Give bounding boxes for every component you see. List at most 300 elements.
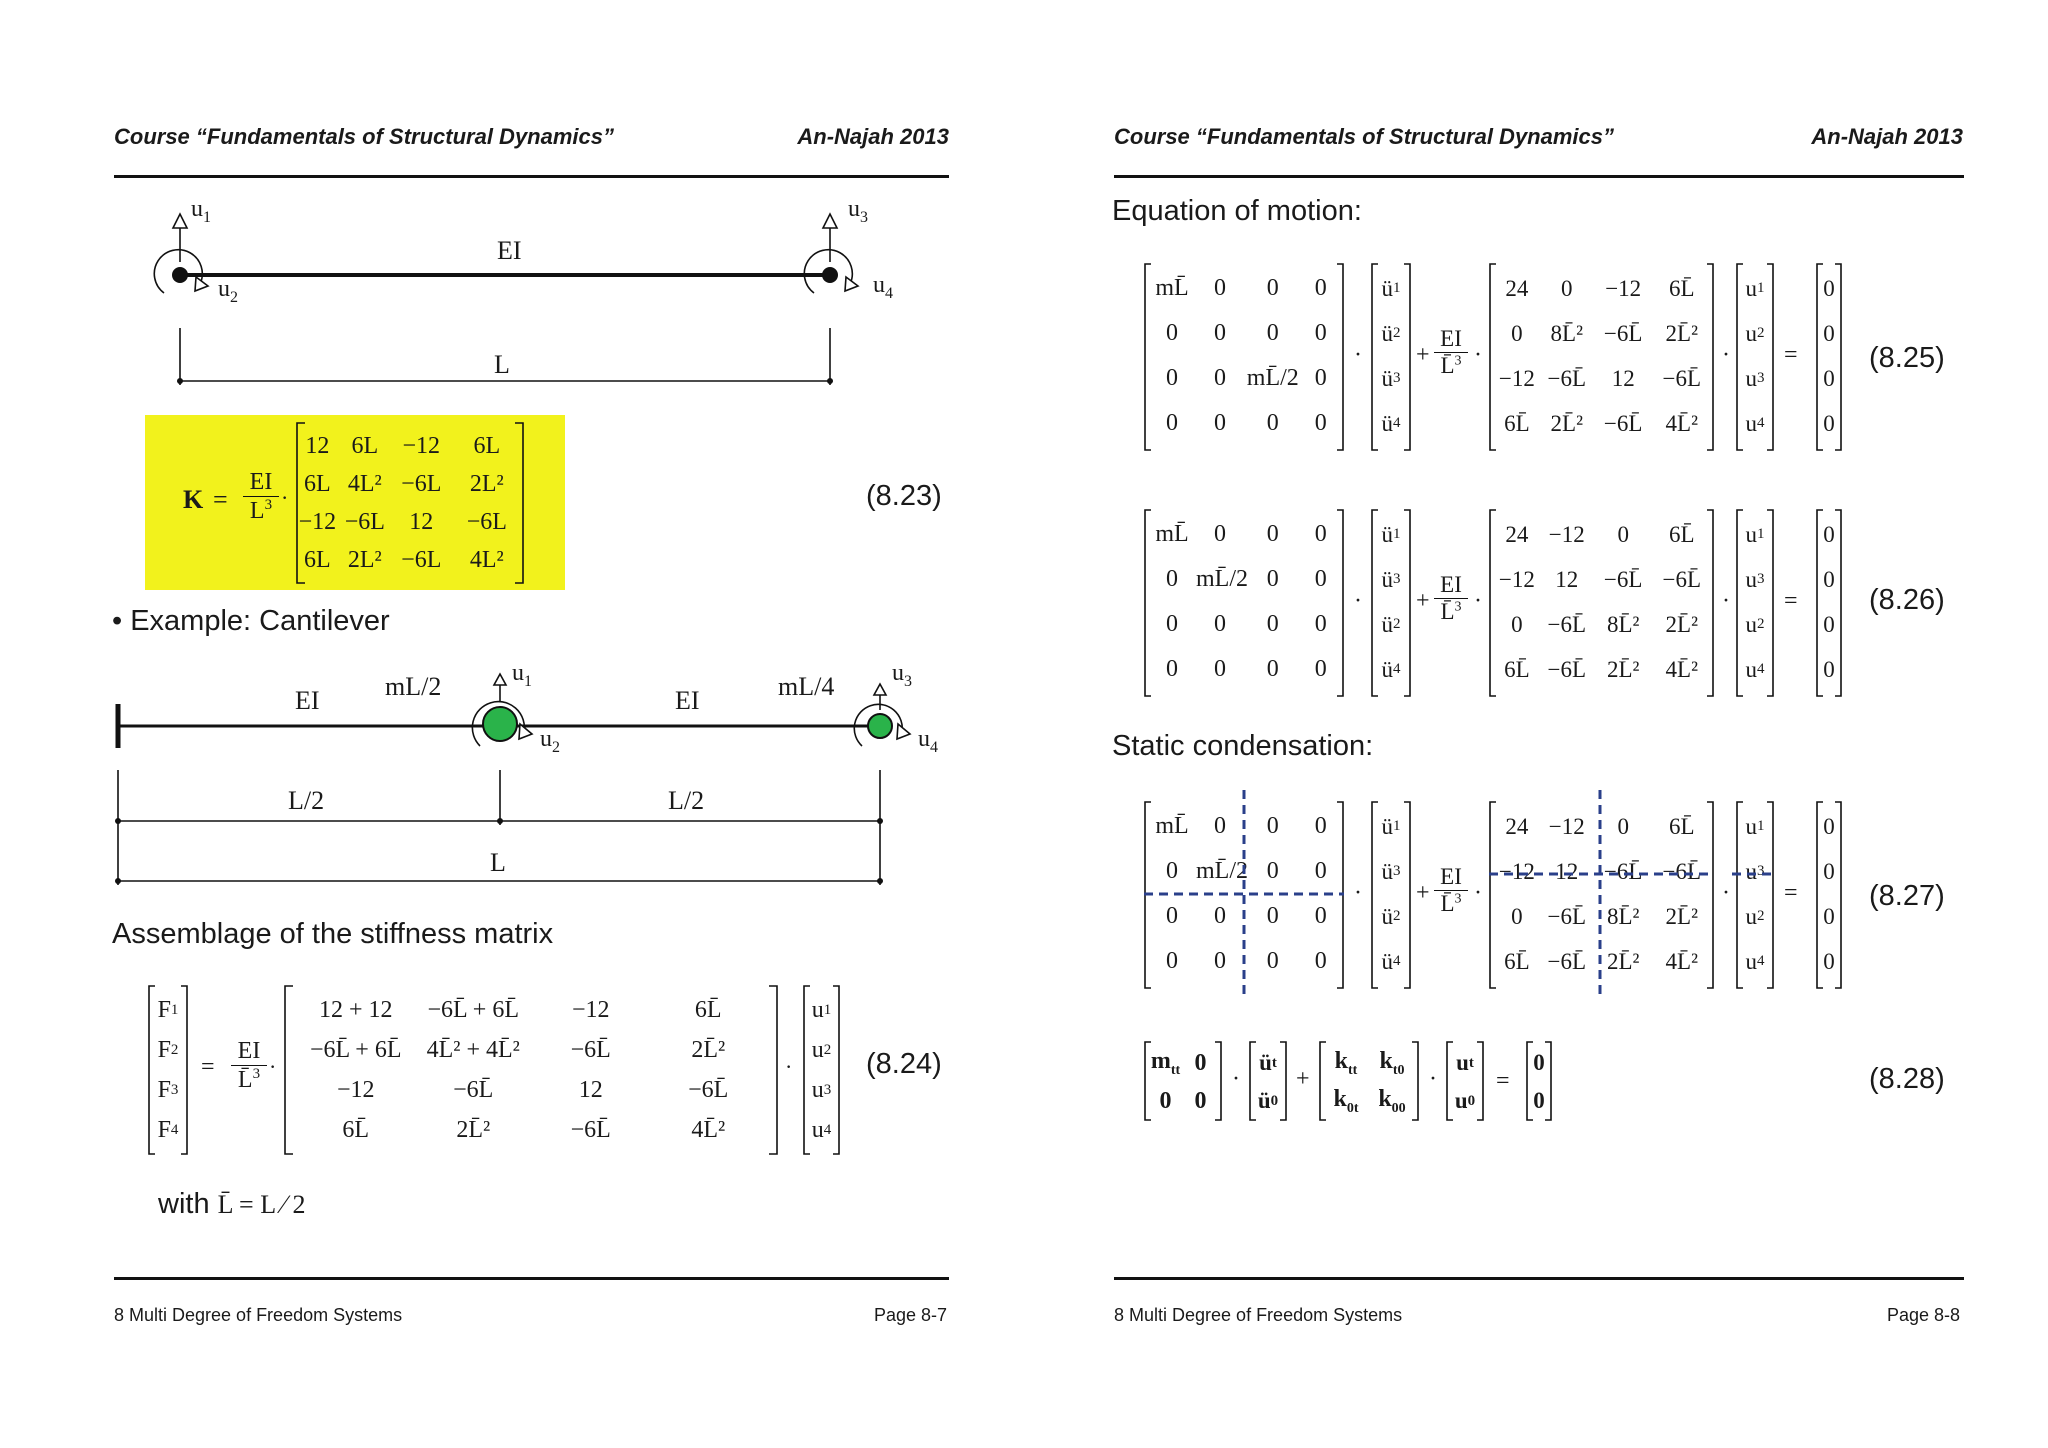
matrix-row [1323,1082,1415,1120]
matrix-cell: 6L̄ [1668,521,1695,547]
matrix-cell: −6L̄ [1547,903,1587,929]
plus-operator: + [1296,1066,1310,1092]
acceleration-partition-content [1253,1044,1283,1120]
force-vector [149,990,187,1150]
vector-symbol: ü [1381,521,1393,547]
matrix-cell: 0 [1561,275,1573,301]
eq-8-28 [1144,1040,1644,1130]
vector-symbol: u [1745,320,1757,346]
matrix-cell: 24 [1505,521,1529,547]
dot-operator: · [1429,1066,1437,1092]
partition-lines [1144,790,1894,1000]
matrix-cell: 12 [305,432,330,459]
fraction-base: L̄ [1440,891,1455,916]
vector-symbol: ü [1381,858,1393,884]
matrix-cell: 4L² [469,546,504,573]
matrix-cell: −6L̄ [1603,410,1643,436]
matrix-row [1493,401,1710,446]
matrix-cell: 2L² [469,470,504,497]
matrix-cell: 0 [1314,566,1327,592]
eq-8-27 [1144,800,1894,1000]
dot-operator: · [269,1054,277,1079]
matrix-cell: 0 [1266,566,1279,592]
dot-operator: · [785,1054,793,1079]
matrix-cell: 0 [1166,903,1178,929]
matrix-cell: −6L̄ [1603,320,1643,346]
matrix-cell: −6L̄ [570,1036,611,1063]
acceleration-vector-content [1375,512,1407,692]
matrix-cell: 12 + 12 [318,996,393,1023]
matrix-cell: 0 [1214,903,1226,929]
mass-label-1: mL/2 [385,672,442,701]
vector-subscript: 2 [1393,908,1401,924]
fraction-exponent: 3 [1454,891,1462,907]
vector-subscript: t [1271,1054,1277,1071]
vector-entry [1375,647,1407,692]
matrix-cell: 6L [351,432,379,459]
acceleration-vector [1371,508,1411,698]
stiffness-matrix [1489,262,1714,452]
matrix-cell: 24 [1505,275,1529,301]
matrix-subscript: tt [1348,1062,1358,1078]
zero-partition-content [1530,1044,1548,1120]
matrix-row [297,990,767,1030]
vector-entry [1820,647,1838,692]
vector-subscript: 1 [1757,818,1765,834]
matrix-cell: 0 [1314,275,1327,301]
dot-operator: · [281,485,289,510]
matrix-row [1493,512,1710,557]
matrix-cell: 6L̄ [1668,813,1695,839]
plus-operator: + [1416,588,1430,614]
vector-symbol: u [1745,656,1757,682]
acceleration-vector-content [1375,266,1407,446]
matrix-cell: −12 [298,508,337,535]
vector-symbol: 0 [1823,611,1835,637]
matrix-subscript: 00 [1391,1100,1406,1116]
vector-subscript: 2 [823,1041,832,1058]
vector-entry [1820,512,1838,557]
vector-entry [149,1110,187,1150]
matrix-row [1493,557,1710,602]
eq-sign: = [213,485,228,514]
vector-subscript: 4 [1393,953,1401,969]
matrix-cell: 12 [1611,365,1635,391]
matrix-cell: −12 [1548,813,1585,839]
footer-chapter: 8 Multi Degree of Freedom Systems [114,1305,403,1325]
matrix-cell: −6L [466,508,507,535]
vector-symbol: ü [1381,948,1393,974]
matrix-cell: 2L̄² [1665,320,1698,346]
vector-subscript: 4 [170,1121,179,1138]
matrix-cell: −6L̄ [1547,948,1587,974]
matrix-subscript: t0 [1392,1062,1405,1078]
matrix-cell: −6L̄ [1603,858,1643,884]
matrix-symbol: k [1334,1047,1349,1074]
matrix-cell: 0 [1214,656,1226,682]
matrix-cell: 6L [304,470,331,497]
matrix-cell [1369,1048,1415,1079]
vector-subscript: 2 [170,1041,179,1058]
matrix-cell: 4L² [347,470,382,497]
matrix-cell: 0 [1266,948,1279,974]
matrix-row [1148,557,1340,602]
matrix-cell: −6L̄ [1547,656,1587,682]
ei-over-l3: EI $L^3$ [243,469,279,525]
vector-subscript: 3 [170,1081,179,1098]
header-right: An-Najah 2013 [797,124,949,149]
vector-symbol: 0 [1823,813,1835,839]
matrix-cell: 6L̄ [1504,656,1530,682]
cant-u4: $u_4$ [918,726,938,756]
vector-entry [1740,266,1770,311]
dot-operator: · [1474,342,1482,368]
matrix-cell: 0 [1266,410,1279,436]
vector-entry [1740,401,1770,446]
vector-symbol: ü [1381,275,1393,301]
vector-entry [149,990,187,1030]
eq-number-8-28: (8.28) [1869,1063,1945,1095]
page-right [1024,0,2048,1448]
mass-label-2: mL/4 [778,672,835,701]
zero-vector-content [1820,512,1838,692]
matrix-cell: 0 [1314,611,1327,637]
footer-rule [1114,1277,1964,1280]
displacement-vector-content [1740,266,1770,446]
vector-subscript: 1 [1393,280,1401,296]
equals-operator: = [1784,588,1798,614]
vector-subscript: 4 [1393,661,1401,677]
matrix-cell: 0 [1617,521,1629,547]
matrix-cell: 2L̄² [456,1116,491,1143]
matrix-row [297,1070,767,1110]
eq-number-8-24: (8.24) [866,1048,942,1080]
vector-symbol: F [157,996,171,1023]
matrix-subscript: 0t [1346,1100,1359,1116]
displacement-vector [1736,262,1774,452]
matrix-cell: −12 [1605,275,1642,301]
matrix-row [1493,311,1710,356]
vector-subscript: 4 [1393,415,1401,431]
matrix-cell [1183,1088,1218,1115]
matrix-cell: 2L̄² [1665,611,1698,637]
matrix-cell: 0 [1166,320,1178,346]
matrix-cell: −12 [402,432,441,459]
matrix-cell: 8L̄² [1606,611,1640,637]
beam-length-label: L [494,350,510,379]
vector-subscript: 2 [1757,908,1765,924]
static-condensation-title: Static condensation: [1112,730,1374,762]
eq-number-8-26: (8.26) [1869,584,1945,616]
vector-symbol: ü [1257,1088,1271,1113]
matrix-cell: 0 [1314,813,1327,839]
vector-symbol: 0 [1533,1050,1545,1075]
matrix-cell: 0 [1314,656,1327,682]
matrix-cell: 2L̄² [1606,656,1640,682]
vector-symbol: u [811,1116,824,1143]
vector-subscript: 0 [1270,1092,1279,1109]
header-right: An-Najah 2013 [1811,124,1963,149]
matrix-row [1148,1082,1218,1120]
matrix-cell: −6L̄ [688,1076,729,1103]
vector-symbol: ü [1381,566,1393,592]
matrix-cell: 0 [1617,813,1629,839]
acceleration-vector [1371,262,1411,452]
vector-entry [1375,512,1407,557]
matrix-row [1148,602,1340,647]
vector-symbol: 0 [1823,320,1835,346]
matrix-cell: 24 [1505,813,1529,839]
dot-operator: · [1354,880,1362,906]
matrix-subscript: tt [1170,1062,1181,1078]
total-length: L [490,848,506,877]
plus-operator: + [1416,880,1430,906]
matrix-cell: 6L̄ [342,1116,370,1143]
vector-subscript: 1 [1393,818,1401,834]
matrix-cell: 2L̄² [1665,903,1698,929]
vector-entry [1375,311,1407,356]
zero-vector [1816,262,1842,452]
matrix-symbol: 0 [1194,1049,1207,1076]
matrix-cell: 6L̄ [694,996,722,1023]
vector-subscript: 4 [1757,953,1765,969]
assemblage-title: Assemblage of the stiffness matrix [112,918,554,950]
matrix-cell: −12 [1548,521,1585,547]
matrix-row [1148,1044,1218,1082]
matrix-cell: 8L̄² [1550,320,1583,346]
matrix-row [1493,266,1710,311]
vector-symbol: u [1745,858,1757,884]
matrix-cell: 0 [1266,275,1279,301]
eq-number-8-25: (8.25) [1869,342,1945,374]
matrix-symbol: m [1150,1047,1171,1074]
vector-subscript: 3 [1757,571,1765,587]
vector-entry [1375,557,1407,602]
matrix-cell: mL̄/2 [1196,858,1248,884]
vector-symbol: u [1745,813,1757,839]
vector-symbol: ü [1381,611,1393,637]
cant-u3: $u_3$ [892,660,912,690]
footer-page-number: Page 8-8 [1886,1305,1960,1325]
matrix-row [1493,602,1710,647]
vector-subscript: 1 [1757,280,1765,296]
matrix-cell: 4L̄² [1665,656,1698,682]
vector-entry [1820,557,1838,602]
stiffness-partition-matrix-content [1323,1044,1415,1120]
header-title: Course “Fundamentals of Structural Dynamics” [1114,124,1614,149]
displacement-vector-content [1740,512,1770,692]
matrix-cell: 0 [1314,410,1327,436]
matrix-cell: 4L̄² + 4L̄² [426,1036,520,1063]
vector-subscript: 2 [1393,325,1401,341]
matrix-cell: 0 [1166,858,1178,884]
vector-entry [1820,356,1838,401]
vector-symbol: u [1745,410,1757,436]
matrix-cell: 12 [1555,858,1579,884]
matrix-cell: 4L̄² [691,1116,726,1143]
equals-operator: = [1496,1068,1510,1094]
matrix-cell: −12 [571,996,610,1023]
matrix-cell: 2L̄² [1550,410,1583,436]
zero-vector [1816,508,1842,698]
vector-entry [149,1030,187,1070]
matrix-cell: mL̄ [1155,521,1189,547]
fraction-denominator [1434,599,1468,625]
vector-entry [1740,557,1770,602]
eq-number-8-23: (8.23) [866,480,942,512]
mass-matrix [1144,508,1344,698]
vector-subscript: 2 [1757,325,1765,341]
matrix-cell: 0 [1166,611,1178,637]
matrix-cell: 0 [1314,858,1327,884]
matrix-cell: 0 [1166,948,1178,974]
matrix-symbol: 0 [1194,1087,1207,1114]
cant-u1: $u_1$ [512,660,532,690]
vector-entry [1253,1044,1283,1082]
matrix-cell: mL̄ [1155,275,1189,301]
footer-chapter: 8 Multi Degree of Freedom Systems [1114,1305,1403,1325]
matrix-cell: −12 [1498,365,1535,391]
fraction-exponent: 3 [1454,353,1462,369]
matrix-cell: 0 [1511,320,1523,346]
mass-partition-matrix [1144,1040,1222,1122]
matrix-cell [1323,1048,1369,1079]
vector-subscript: 3 [823,1081,832,1098]
vector-symbol: 0 [1823,948,1835,974]
with-text: with L̄ = L ⁄ 2 [158,1188,306,1220]
ei-over-lbar3: EI L̄$^3$ [231,1038,267,1094]
mass-partition-matrix-content [1148,1044,1218,1120]
matrix-cell: mL̄/2 [1196,566,1248,592]
vector-entry [1820,401,1838,446]
matrix-cell: 0 [1214,275,1226,301]
vector-subscript: 3 [1393,863,1401,879]
dot-operator: · [1474,880,1482,906]
matrix-cell: 4L̄² [1665,410,1698,436]
matrix-cell: −6L̄ [1662,566,1702,592]
stiffness-matrix [297,990,767,1150]
matrix-cell: 0 [1214,813,1226,839]
beam-u4-label: $u_4$ [873,272,893,302]
matrix-cell: 0 [1314,903,1327,929]
vector-symbol: u [1745,566,1757,592]
cant-u2: $u_2$ [540,726,560,756]
zero-vector-content [1820,266,1838,446]
matrix-symbol: 0 [1159,1087,1172,1114]
vector-subscript: 2 [1393,616,1401,632]
vector-symbol: u [1745,521,1757,547]
vector-symbol: u [1745,365,1757,391]
vector-symbol: u [1454,1088,1468,1113]
matrix-cell: 0 [1214,948,1226,974]
matrix-cell: 0 [1314,948,1327,974]
matrix-cell: −6L̄ + 6L̄ [427,996,519,1023]
vector-symbol: 0 [1823,275,1835,301]
matrix-row [297,1030,767,1070]
vector-symbol: ü [1381,903,1393,929]
vector-entry [804,1030,839,1070]
vector-subscript: 3 [1757,863,1765,879]
equals-operator: = [1784,342,1798,368]
vector-symbol: 0 [1823,903,1835,929]
vector-symbol: F [157,1036,171,1063]
matrix-cell: 2L² [347,546,382,573]
fraction-numerator: EI [1434,572,1468,599]
vector-entry [804,1110,839,1150]
matrix-row [1148,401,1340,446]
matrix-row [1148,512,1340,557]
matrix-cell: 6L̄ [1504,948,1530,974]
eq-8-26 [1144,508,1894,708]
beam-u2-label: $u_2$ [218,276,238,306]
eq-8-25 [1144,262,1894,462]
vector-subscript: 4 [1757,661,1765,677]
fraction-numerator: EI [1434,326,1468,353]
vector-entry [1375,401,1407,446]
matrix-cell: −12 [1498,858,1535,884]
matrix-cell: −6L̄ + 6L̄ [310,1036,402,1063]
fraction-exponent: 3 [1454,599,1462,615]
vector-symbol: ü [1381,813,1393,839]
vector-entry [1740,311,1770,356]
fraction-base: L̄ [1440,353,1455,378]
vector-symbol: u [811,1036,824,1063]
matrix-row [1148,266,1340,311]
vector-symbol: ü [1381,410,1393,436]
matrix-cell: 12 [1555,566,1579,592]
vector-symbol: ü [1381,320,1393,346]
equals-operator: = [1784,880,1798,906]
vector-subscript: 1 [823,1001,832,1018]
matrix-cell: 0 [1266,320,1279,346]
displacement-vector [804,990,839,1150]
matrix-cell: mL̄ [1155,813,1189,839]
matrix-cell: 6L [304,546,331,573]
matrix-row [297,1110,767,1150]
displacement-partition-content [1450,1044,1480,1120]
matrix-cell: 0 [1266,656,1279,682]
eq-number-8-27: (8.27) [1869,880,1945,912]
vector-symbol: 0 [1823,566,1835,592]
zero-partition [1526,1040,1552,1122]
matrix-cell: 0 [1166,656,1178,682]
vector-entry [1740,602,1770,647]
cantilever-ei2: EI [675,686,700,715]
matrix-cell: 0 [1266,521,1279,547]
vector-subscript: t [1468,1054,1474,1071]
displacement-vector [1736,508,1774,698]
matrix-cell: 12 [409,508,434,535]
vector-symbol: 0 [1823,521,1835,547]
matrix-symbol: k [1379,1047,1393,1074]
matrix-cell: 2L̄² [691,1036,726,1063]
eq-8-24 [145,980,845,1160]
stiffness-matrix-content [1493,512,1710,692]
matrix-cell: 0 [1166,410,1178,436]
matrix-row [1148,647,1340,692]
vector-entry [149,1070,187,1110]
matrix-cell: 0 [1266,903,1279,929]
mass-matrix [1144,262,1344,452]
matrix-cell: 0 [1214,521,1226,547]
vector-symbol: u [811,1076,824,1103]
displacement-partition [1446,1040,1484,1122]
cantilever-ei1: EI [295,686,320,715]
vector-symbol: ü [1259,1050,1272,1075]
stiffness-matrix-content [1493,266,1710,446]
vector-entry [1530,1044,1548,1082]
matrix-cell [1323,1086,1369,1117]
